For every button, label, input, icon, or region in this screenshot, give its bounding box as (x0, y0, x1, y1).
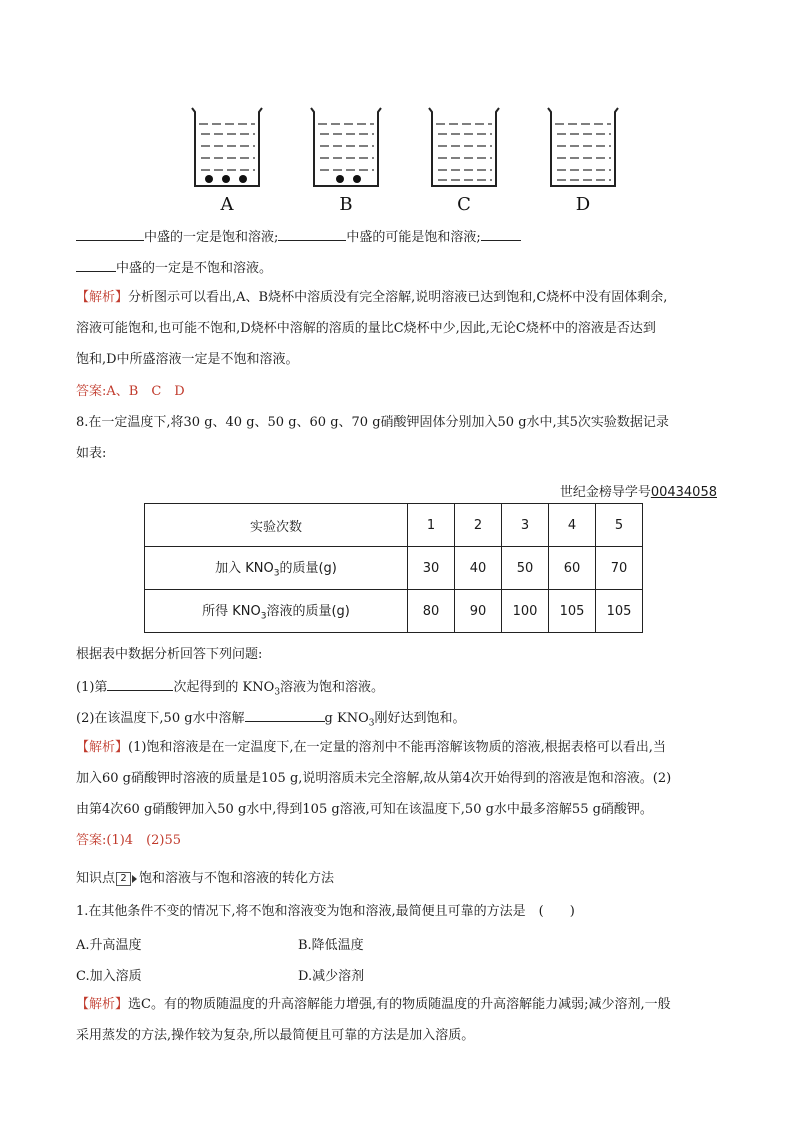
q8-analysis-2: 加入60 g硝酸钾时溶液的质量是105 g,说明溶质未完全溶解,故从第4次开始得到的溶液是饱和溶液。(2) (76, 771, 672, 786)
q8-stem-2: 如表: (76, 446, 107, 461)
blank-part-1[interactable] (107, 677, 173, 691)
option-b[interactable]: B.降低温度 (298, 938, 364, 953)
q8-part-2: (2)在该温度下,50 g水中溶解 g $KNO_3$刚好达到饱和。 (76, 708, 466, 733)
q8-answer: 答案:(1)4 (2)55 (76, 833, 182, 848)
solid-particle (222, 175, 230, 183)
table-cell: 30 (408, 547, 455, 590)
blank-a[interactable] (76, 227, 144, 241)
knowledge-point-heading: 知识点 2 饱和溶液与不饱和溶液的转化方法 (76, 871, 335, 886)
q8-prompt: 根据表中数据分析回答下列问题: (76, 647, 263, 662)
triangle-marker-icon (132, 875, 137, 883)
beaker-label: A (220, 194, 234, 215)
q7-line2: 中盛的一定是不饱和溶液。 (76, 258, 272, 278)
q1-analysis-1: 【解析】选C。有的物质随温度的升高溶解能力增强,有的物质随温度的升高溶解能力减弱;减少溶剂,一般 (76, 997, 671, 1012)
q1-stem: 1.在其他条件不变的情况下,将不饱和溶液变为饱和溶液,最简便且可靠的方法是 ( ) (76, 904, 575, 919)
experiment-table (144, 503, 643, 633)
table-cell: 90 (455, 590, 502, 633)
table-cell: 3 (502, 504, 549, 547)
table-cell: 70 (596, 547, 643, 590)
table-row (145, 590, 643, 633)
blank-part-2[interactable] (245, 708, 325, 722)
blank-b[interactable] (278, 227, 346, 241)
table-cell: 1 (408, 504, 455, 547)
beaker-figure (0, 100, 794, 215)
beaker-c (429, 108, 499, 215)
solid-particle (353, 175, 361, 183)
beaker-d (548, 108, 618, 215)
q8-stem-1: 8.在一定温度下,将30 g、40 g、50 g、60 g、70 g硝酸钾固体分别加入50 g水中,其5次实验数据记录 (76, 415, 669, 430)
q7-analysis-2: 溶液可能饱和,也可能不饱和,D烧杯中溶解的溶质的量比C烧杯中少,因此,无论C烧杯中的溶液是否达到 (76, 321, 656, 336)
beaker-label: B (339, 194, 353, 215)
q7-answer: 答案:A、B C D (76, 384, 185, 399)
q8-analysis-3: 由第4次60 g硝酸钾加入50 g水中,得到105 g溶液,可知在该温度下,50 g水中最多溶解55 g硝酸钾。 (76, 802, 653, 817)
table-cell: 5 (596, 504, 643, 547)
table-cell: 40 (455, 547, 502, 590)
solid-particle (205, 175, 213, 183)
table-cell: 100 (502, 590, 549, 633)
table-cell: 2 (455, 504, 502, 547)
table-cell: 加入 $KNO_3$的质量(g) (145, 547, 408, 590)
table-row (145, 547, 643, 590)
q7-line1: 中盛的一定是饱和溶液; 中盛的可能是饱和溶液; (76, 227, 521, 247)
beaker-a (192, 108, 262, 215)
option-a[interactable]: A.升高温度 (76, 938, 142, 953)
option-d[interactable]: D.减少溶剂 (298, 969, 365, 984)
table-cell: 50 (502, 547, 549, 590)
q7-analysis-3: 饱和,D中所盛溶液一定是不饱和溶液。 (76, 352, 299, 367)
beaker-label: C (457, 194, 471, 215)
table-row (145, 504, 643, 547)
table-cell: 105 (549, 590, 596, 633)
table-cell: 4 (549, 504, 596, 547)
beaker-label: D (575, 194, 591, 215)
table-cell: 60 (549, 547, 596, 590)
knowledge-number-badge: 2 (116, 872, 131, 886)
blank-c-end[interactable] (76, 258, 116, 272)
study-code: 世纪金榜导学号00434058 (559, 485, 717, 500)
q1-analysis-2: 采用蒸发的方法,操作较为复杂,所以最简便且可靠的方法是加入溶质。 (76, 1028, 475, 1043)
blank-c-start[interactable] (481, 227, 521, 241)
q8-analysis-1: 【解析】(1)饱和溶液是在一定温度下,在一定量的溶剂中不能再溶解该物质的溶液,根据表格可以看出,当 (76, 740, 666, 755)
solid-particle (239, 175, 247, 183)
table-cell: 所得 $KNO_3$溶液的质量(g) (145, 590, 408, 633)
q8-part-1: (1)第 次起得到的 $KNO_3$溶液为饱和溶液。 (76, 677, 384, 702)
q7-analysis-1: 【解析】分析图示可以看出,A、B烧杯中溶质没有完全溶解,说明溶液已达到饱和,C烧杯中没有固体剩余, (76, 290, 668, 305)
table-cell: 80 (408, 590, 455, 633)
table-cell: 实验次数 (145, 504, 408, 547)
beaker-b (311, 108, 381, 215)
solid-particle (336, 175, 344, 183)
option-c[interactable]: C.加入溶质 (76, 969, 142, 984)
table-cell: 105 (596, 590, 643, 633)
